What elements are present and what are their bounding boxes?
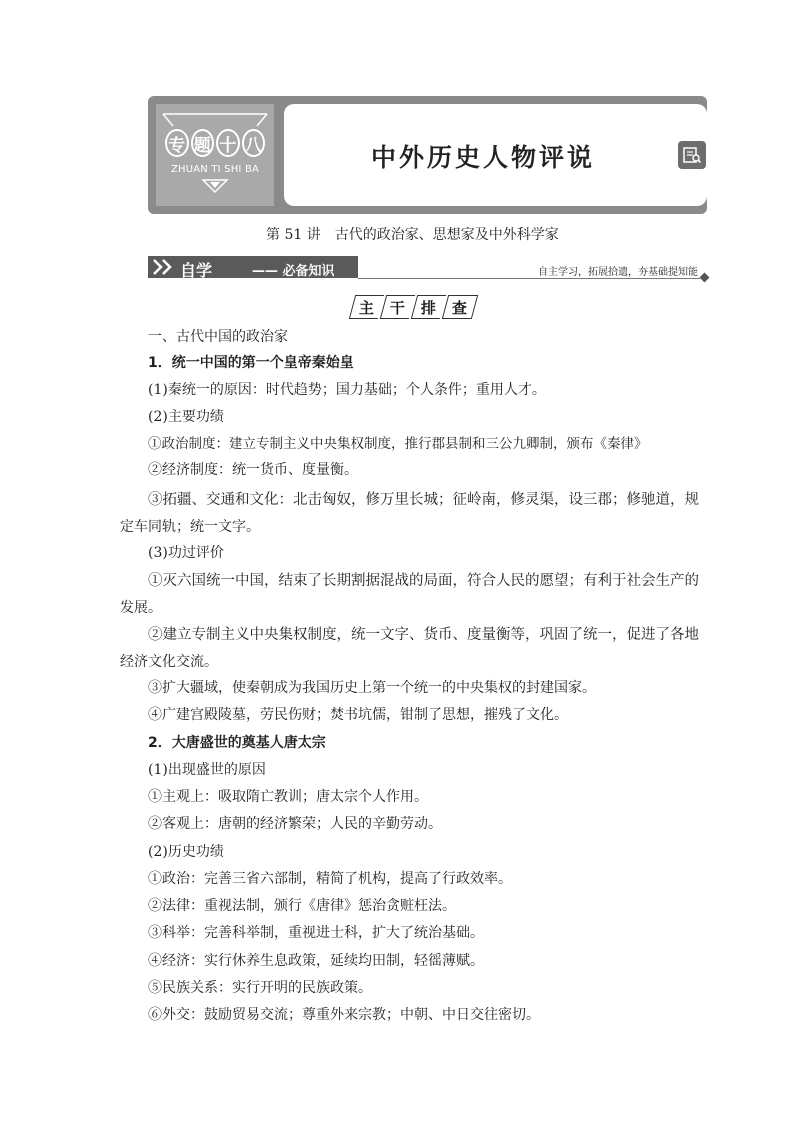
tag-char: 干: [390, 298, 406, 317]
badge-triangle-icon: [201, 178, 229, 194]
badge-char: 专: [165, 129, 189, 157]
paragraph-line: ④经济：实行休养生息政策，延续均田制，轻徭薄赋。: [148, 953, 484, 969]
section-label: 自学: [180, 261, 213, 280]
heading-level-1: 一、古代中国的政治家: [148, 329, 288, 345]
badge-pinyin: ZHUAN TI SHI BA: [170, 164, 260, 175]
tag-char: 查: [452, 298, 468, 317]
page-title: 中外历史人物评说: [370, 143, 595, 172]
subheading: (3)功过评价: [148, 545, 224, 561]
tag-char: 主: [359, 298, 375, 317]
double-chevron-icon: [152, 259, 176, 275]
paragraph-line: ①政治制度：建立专制主义中央集权制度，推行郡县制和三公九卿制，颁布《秦律》: [148, 436, 648, 452]
heading-level-2: 1．统一中国的第一个皇帝秦始皇: [148, 355, 354, 371]
tag-cell: [349, 295, 384, 319]
tag-cell: [411, 295, 446, 319]
paragraph-line: ③科举：完善科举制，重视进士科，扩大了统治基础。: [148, 925, 484, 941]
paragraph-line: ⑤民族关系：实行开明的民族政策。: [148, 980, 372, 996]
paragraph-line: ①政治：完善三省六部制，精简了机构，提高了行政效率。: [148, 871, 512, 887]
section-divider: [358, 278, 700, 279]
badge-char: 题: [191, 129, 215, 157]
diamond-icon: [700, 273, 710, 283]
subheading: (2)主要功绩: [148, 409, 224, 425]
badge-char: 八: [242, 129, 266, 157]
section-sublabel: —— 必备知识: [252, 264, 335, 279]
badge-title: [164, 128, 266, 158]
paragraph-line: ②建立专制主义中央集权制度，统一文字、货币、度量衡等，巩固了统一，促进了各地: [148, 627, 699, 643]
topic-tag: [352, 295, 477, 319]
paragraph-line: 发展。: [120, 600, 162, 616]
paragraph-line: 定车同轨；统一文字。: [120, 519, 260, 535]
lecture-title: 第 51 讲 古代的政治家、思想家及中外科学家: [266, 227, 559, 243]
paragraph-line: ①灭六国统一中国，结束了长期割据混战的局面，符合人民的愿望；有利于社会生产的: [148, 573, 699, 589]
subheading: (1)出现盛世的原因: [148, 762, 266, 778]
badge-decoration-lines: [161, 110, 269, 130]
subheading: (2)历史功绩: [148, 844, 224, 860]
paragraph-line: ⑥外交：鼓励贸易交流；尊重外来宗教；中朝、中日交往密切。: [148, 1007, 540, 1023]
paragraph-line: ②经济制度：统一货币、度量衡。: [148, 462, 358, 478]
tag-cell: [442, 295, 478, 319]
book-search-icon[interactable]: [678, 141, 706, 169]
paragraph-line: ④广建宫殿陵墓，劳民伤财；焚书坑儒，钳制了思想，摧残了文化。: [148, 707, 568, 723]
tag-char: 排: [421, 298, 437, 317]
paragraph-line: (1)秦统一的原因：时代趋势；国力基础；个人条件；重用人才。: [148, 382, 546, 398]
section-bar: [148, 256, 708, 282]
paragraph-line: ②客观上：唐朝的经济繁荣；人民的辛勤劳动。: [148, 816, 442, 832]
paragraph-line: ②法律：重视法制，颁行《唐律》惩治贪赃枉法。: [148, 898, 456, 914]
tag-cell: [380, 295, 415, 319]
paragraph-line: ③拓疆、交通和文化：北击匈奴，修万里长城；征岭南，修灵渠，设三郡；修驰道，规: [148, 492, 699, 508]
heading-level-2: 2．大唐盛世的奠基人唐太宗: [148, 735, 326, 751]
paragraph-line: ①主观上：吸取隋亡教训；唐太宗个人作用。: [148, 789, 428, 805]
paragraph-line: 经济文化交流。: [120, 654, 218, 670]
badge-char: 十: [216, 129, 240, 157]
section-motto: 自主学习，拓展拾遗，夯基础提知能: [538, 267, 698, 278]
paragraph-line: ③扩大疆域，使秦朝成为我国历史上第一个统一的中央集权的封建国家。: [148, 680, 596, 696]
